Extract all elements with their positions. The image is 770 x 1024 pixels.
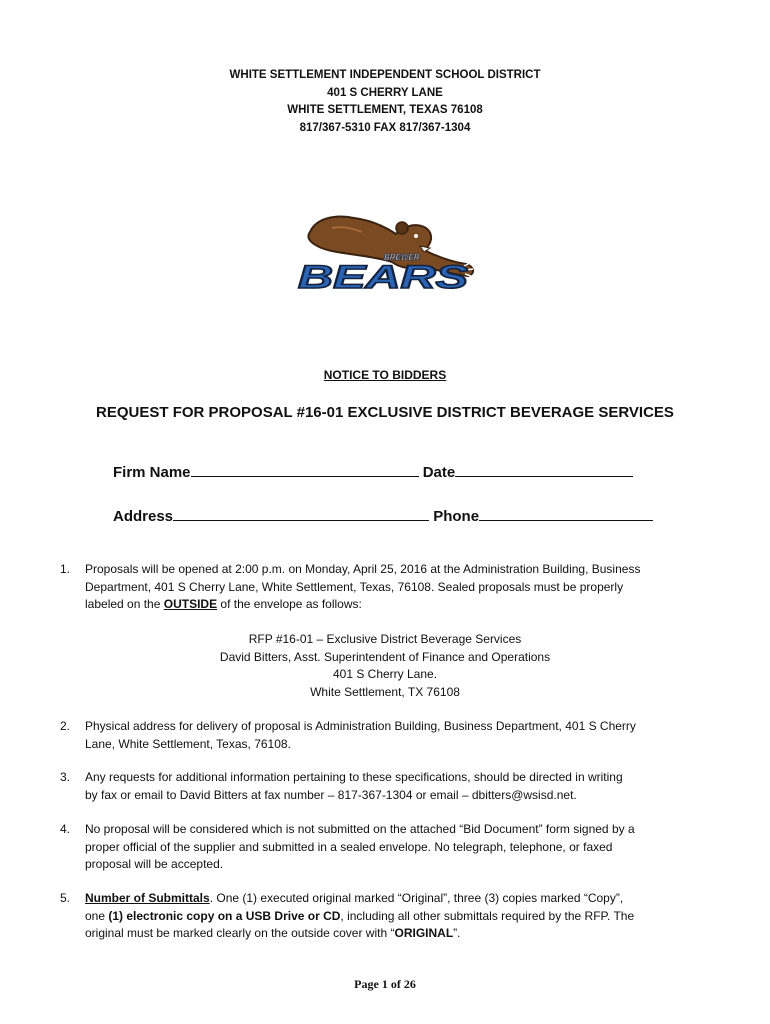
submittals-emphasis: Number of Submittals [85,891,210,905]
item-text: No proposal will be considered which is not submitted on the attached “Bid Document” form signed by a [85,822,635,836]
item-text: one (1) electronic copy on a USB Drive or CD, including all other submittals required by the RFP. The [85,908,635,923]
item-text: Department, 401 S Cherry Lane, White Settlement, Texas, 76108. Sealed proposals must be properly [85,579,624,594]
address-line: RFP #16-01 – Exclusive District Beverage Services [248,632,522,646]
notice-heading: NOTICE TO BIDDERS [323,368,447,382]
logo-small-text: BREWER [384,253,420,262]
firm-name-blank[interactable] [191,462,419,477]
item-number: 2. [60,719,71,733]
item-text: Physical address for delivery of proposal is Administration Building, Business Department, 401 S Cherry [85,719,636,733]
district-phone-fax: 817/367-5310 FAX 817/367-1304 [299,121,471,134]
item-text: proper official of the supplier and submitted in a sealed envelope. No telegraph, telephone, or faxed [85,839,613,854]
item-text: proposal will be accepted. [85,857,224,871]
district-name: WHITE SETTLEMENT INDEPENDENT SCHOOL DISTRICT [229,69,541,81]
mailing-address-block [0,631,770,701]
item-text: Any requests for additional information pertaining to these specifications, should be directed in writing [85,770,623,784]
item-number: 3. [60,770,71,784]
firm-date-line [113,462,633,481]
district-header [0,67,770,137]
phone-blank[interactable] [479,506,653,521]
item-number: 4. [60,822,71,836]
usb-emphasis: (1) electronic copy on a USB Drive or CD [108,908,341,923]
logo-big-text: BEARS [298,259,469,295]
outside-emphasis: OUTSIDE [163,597,218,611]
item-text: Proposals will be opened at 2:00 p.m. on Monday, April 25, 2016 at the Administration Building, Business [85,562,641,576]
firm-name-label: Firm Name [113,464,191,481]
page-number: Page 1 of 26 [354,977,416,991]
date-label: Date [422,464,456,481]
original-emphasis: ORIGINAL [394,926,454,940]
brewer-bears-logo [292,212,484,296]
address-label: Address [113,508,174,525]
item-text: original must be marked clearly on the outside cover with “ORIGINAL”. [85,926,461,940]
district-city: WHITE SETTLEMENT, TEXAS 76108 [287,104,483,116]
address-line: David Bitters, Asst. Superintendent of Finance and Operations [219,649,551,664]
address-line: White Settlement, TX 76108 [310,684,460,699]
item-number: 5. [60,891,71,905]
district-street: 401 S CHERRY LANE [327,86,443,99]
item-text: by fax or email to David Bitters at fax number – 817-367-1304 or email – dbitters@wsisd.net. [85,787,577,802]
address-phone-line [113,506,653,525]
item-number: 1. [60,562,71,576]
date-blank[interactable] [455,462,633,477]
address-line: 401 S Cherry Lane. [332,667,438,681]
item-text: labeled on the OUTSIDE of the envelope as follows: [85,597,362,611]
item-text: Number of Submittals. One (1) executed original marked “Original”, three (3) copies marked “Copy”, [85,891,624,905]
phone-label: Phone [433,508,480,525]
item-text: Lane, White Settlement, Texas, 76108. [85,736,291,751]
rfp-title: REQUEST FOR PROPOSAL #16-01 EXCLUSIVE DISTRICT BEVERAGE SERVICES [96,404,674,421]
address-blank[interactable] [173,506,429,521]
